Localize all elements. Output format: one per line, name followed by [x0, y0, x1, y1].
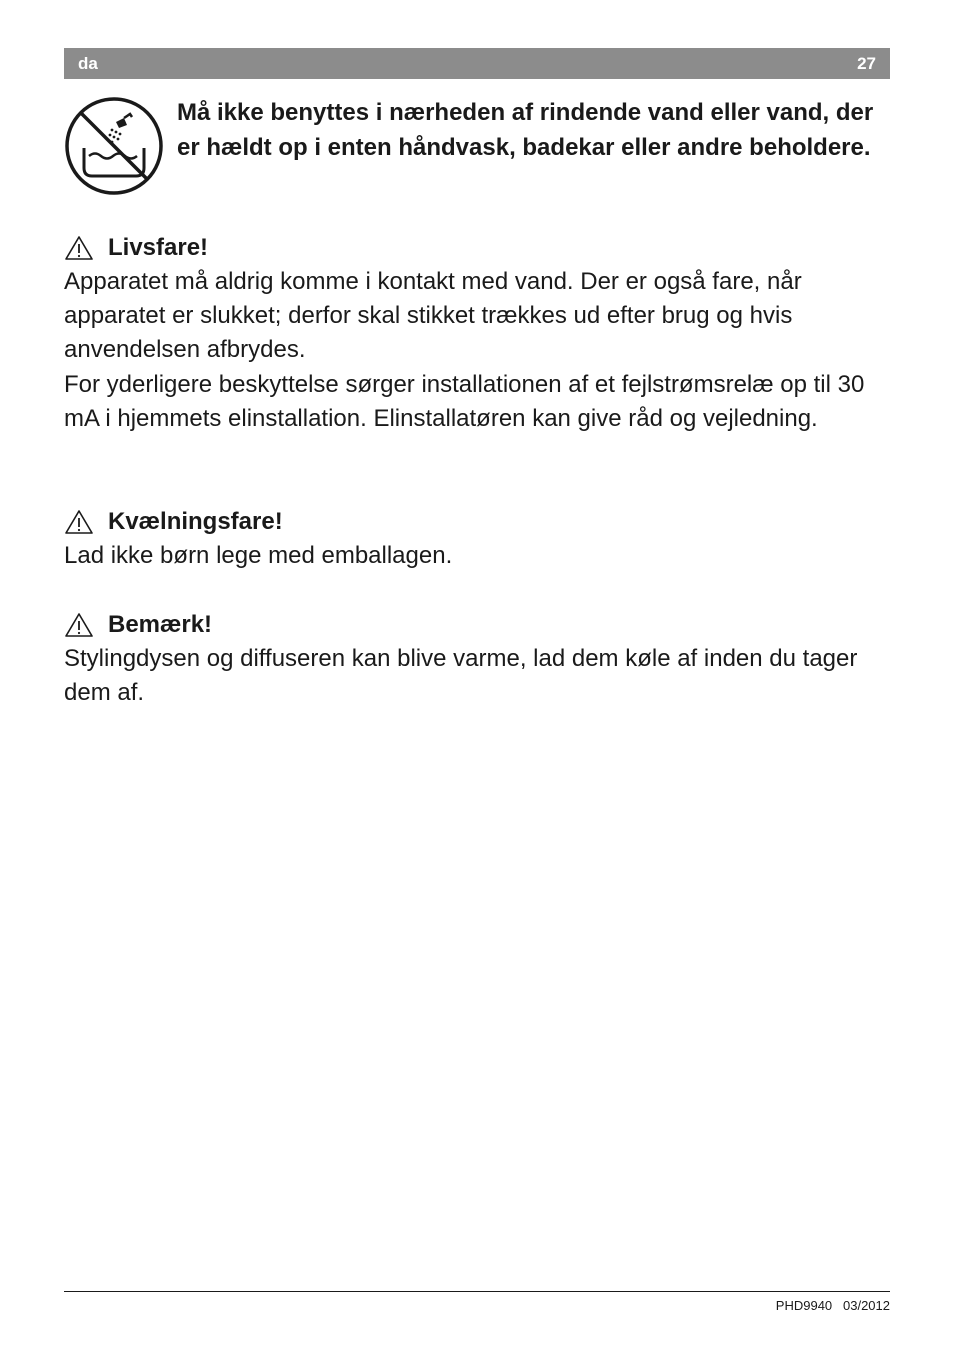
footer-rule [64, 1291, 890, 1292]
section-paragraph: For yderligere beskyttelse sørger installationen af et fejlstrømsrelæ op til 30 mA i hjemmets elinstallation. Elinstallatøren kan give råd og vejledning. [64, 370, 865, 432]
section-heading [64, 608, 894, 642]
no-water-icon [64, 96, 164, 196]
section-kvaelningsfare [64, 505, 894, 573]
model-number: PHD9940 [775, 1298, 833, 1313]
water-warning-text: Må ikke benyttes i nærheden af rindende vand eller vand, der er hældt op i enten håndvask, badekar eller andre beholdere. [177, 99, 874, 161]
section-livsfare [64, 231, 894, 436]
language-code: da [78, 54, 98, 73]
section-paragraph: Apparatet må aldrig komme i kontakt med vand. Der er også fare, når apparatet er slukket; derfor skal stikket trækkes ud efter brug og hvis anvendelsen afbrydes. [64, 268, 802, 364]
page-number: 27 [857, 54, 876, 73]
footer-info [776, 1298, 890, 1313]
section-paragraph: Lad ikke børn lege med emballagen. [64, 542, 453, 569]
section-paragraph: Stylingdysen og diffuseren kan blive varme, lad dem køle af inden du tager dem af. [64, 645, 858, 707]
section-title: Bemærk! [108, 611, 213, 638]
page-header-bar [64, 48, 890, 79]
edition-date: 03/2012 [843, 1298, 890, 1313]
caution-triangle-icon [64, 612, 94, 638]
section-bemaerk [64, 608, 894, 710]
section-heading [64, 231, 894, 265]
section-heading [64, 505, 894, 539]
section-title: Livsfare! [108, 234, 209, 261]
caution-triangle-icon [64, 235, 94, 261]
section-title: Kvælningsfare! [108, 508, 283, 535]
caution-triangle-icon [64, 509, 94, 535]
